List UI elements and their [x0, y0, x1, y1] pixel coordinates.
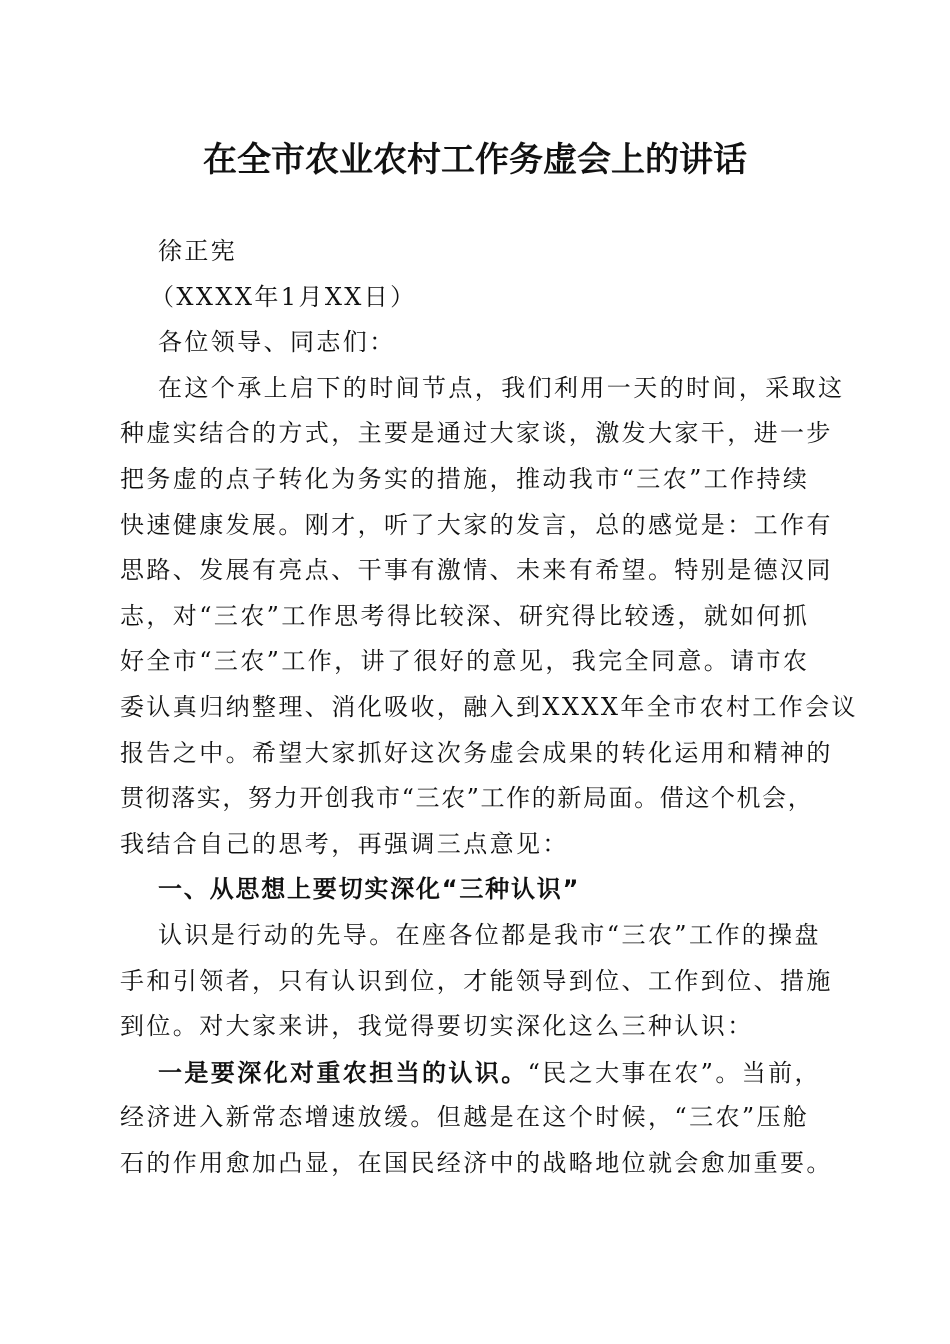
paragraph-line: 思路、发展有亮点、干事有激情、未来有希望。特别是德汉同	[120, 556, 833, 585]
paragraph-line: 报告之中。希望大家抓好这次务虚会成果的转化运用和精神的	[120, 738, 833, 767]
paragraph-line: 委认真归纳整理、消化吸收，融入到XXXX年全市农村工作会议	[120, 692, 858, 721]
paragraph-line: 经济进入新常态增速放缓。但越是在这个时候，“三农”压舱	[120, 1103, 810, 1132]
paragraph-line: 种虚实结合的方式，主要是通过大家谈，激发大家干，进一步	[120, 419, 833, 448]
paragraph-line: 认识是行动的先导。在座各位都是我市“三农”工作的操盘	[158, 920, 821, 949]
document-body	[120, 229, 858, 1186]
speech-date: （XXXX年1月XX日）	[150, 282, 417, 311]
section-1-heading: 一、从思想上要切实深化“三种认识”	[158, 875, 581, 904]
paragraph-1	[120, 366, 858, 868]
author-name: 徐正宪	[158, 237, 238, 265]
paragraph-3	[120, 1050, 836, 1187]
paragraph-line: 手和引领者，只有认识到位，才能领导到位、工作到位、措施	[120, 966, 833, 995]
paragraph-line: 快速健康发展。刚才，听了大家的发言，总的感觉是：工作有	[120, 510, 833, 539]
paragraph-line: 石的作用愈加凸显，在国民经济中的战略地位就会愈加重要。	[120, 1148, 833, 1177]
paragraph-line: 贯彻落实，努力开创我市“三农”工作的新局面。借这个机会，	[120, 784, 814, 813]
paragraph-line: 在这个承上启下的时间节点，我们利用一天的时间，采取这	[158, 373, 845, 402]
paragraph-2	[120, 913, 836, 1050]
paragraph-line: 好全市“三农”工作，讲了很好的意见，我完全同意。请市农	[120, 647, 810, 676]
paragraph-lead-phrase: 一是要深化对重农担当的认识。	[158, 1057, 528, 1087]
paragraph-line: 我结合自己的思考，再强调三点意见：	[120, 829, 569, 858]
paragraph-line: 把务虚的点子转化为务实的措施，推动我市“三农”工作持续	[120, 464, 810, 493]
paragraph-line: 到位。对大家来讲，我觉得要切实深化这么三种认识：	[120, 1012, 754, 1041]
salutation: 各位领导、同志们：	[158, 328, 396, 357]
paragraph-lead-rest: “民之大事在农”。当前，	[527, 1058, 821, 1087]
paragraph-line-lead	[120, 1050, 836, 1096]
paragraph-line: 志，对“三农”工作思考得比较深、研究得比较透，就如何抓	[120, 601, 810, 630]
document-title: 在全市农业农村工作务虚会上的讲话	[203, 140, 747, 180]
